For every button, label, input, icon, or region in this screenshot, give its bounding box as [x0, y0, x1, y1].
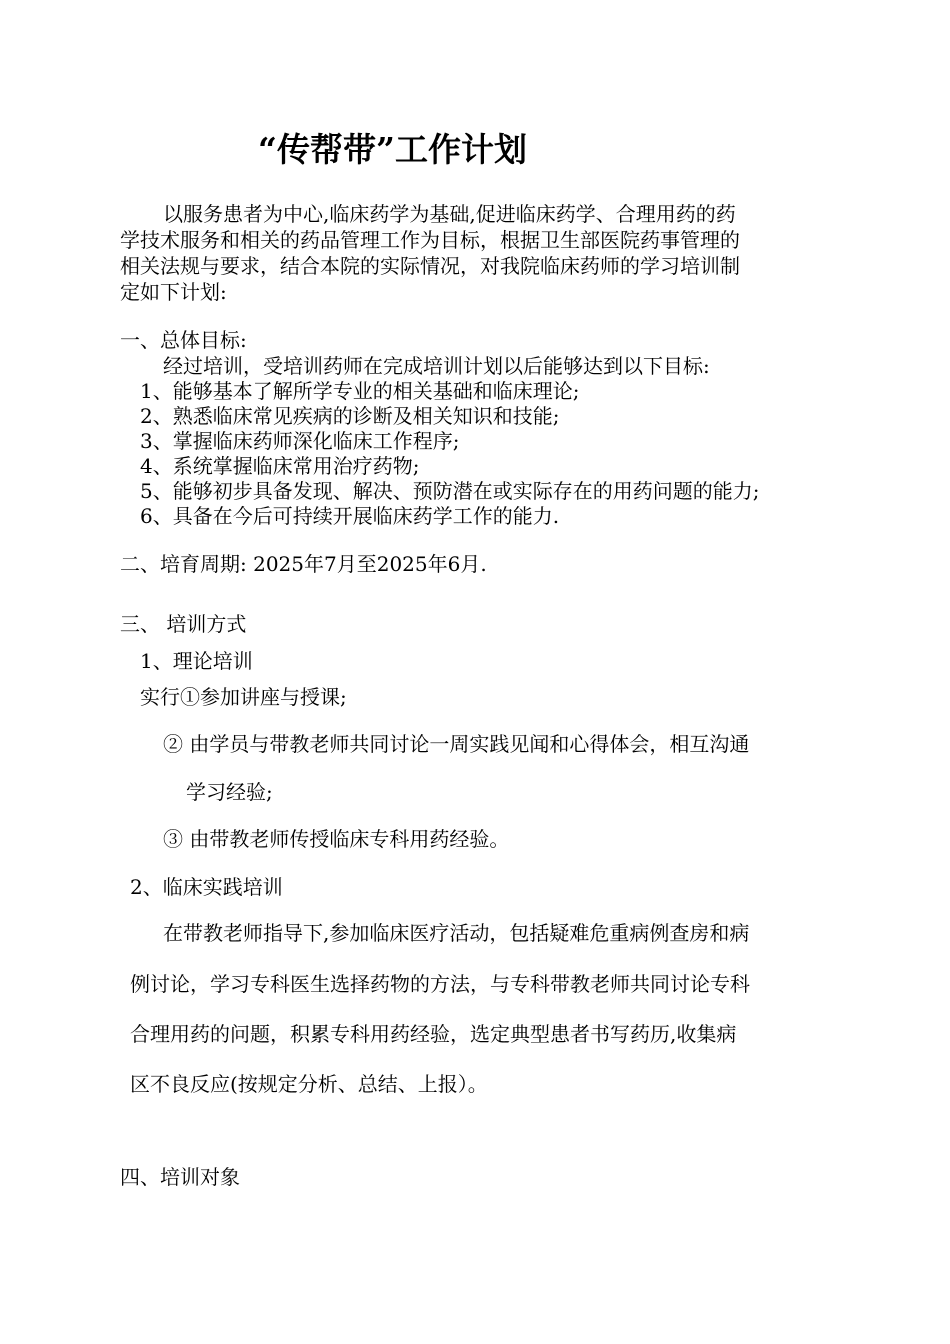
section3-sub2-line-3: 合理用药的问题，积累专科用药经验，选定典型患者书写药历,收集病 — [130, 1022, 737, 1046]
section1-item-6: 6、具备在今后可持续开展临床药学工作的能力. — [140, 504, 560, 528]
intro-line-4: 定如下计划: — [120, 280, 227, 304]
section3-sub1-line-1: 实行①参加讲座与授课; — [140, 685, 347, 709]
section3-sub2-line-4: 区不良反应(按规定分析、总结、上报）。 — [130, 1072, 488, 1096]
section3-sub1-line-4: ③ 由带教老师传授临床专科用药经验。 — [163, 827, 510, 851]
section1-lead: 经过培训，受培训药师在完成培训计划以后能够达到以下目标: — [163, 354, 710, 378]
section3-sub2-line-1: 在带教老师指导下,参加临床医疗活动，包括疑难危重病例查房和病 — [163, 921, 750, 945]
section1-item-1: 1、能够基本了解所学专业的相关基础和临床理论; — [140, 379, 580, 403]
section2-heading: 二、培育周期: 2025年7月至2025年6月. — [120, 552, 487, 576]
section3-heading: 三、 培训方式 — [120, 612, 247, 636]
intro-line-2: 学技术服务和相关的药品管理工作为目标，根据卫生部医院药事管理的 — [120, 228, 740, 252]
section1-item-4: 4、系统掌握临床常用治疗药物; — [140, 454, 420, 478]
section1-heading: 一、总体目标: — [120, 328, 247, 352]
section3-sub1-line-3: 学习经验; — [186, 780, 273, 804]
intro-line-3: 相关法规与要求，结合本院的实际情况，对我院临床药师的学习培训制 — [120, 254, 740, 278]
section1-item-5: 5、能够初步具备发现、解决、预防潜在或实际存在的用药问题的能力; — [140, 479, 760, 503]
intro-line-1: 以服务患者为中心,临床药学为基础,促进临床药学、合理用药的药 — [163, 202, 736, 226]
section3-sub2-line-2: 例讨论，学习专科医生选择药物的方法，与专科带教老师共同讨论专科 — [130, 972, 750, 996]
section1-item-3: 3、掌握临床药师深化临床工作程序; — [140, 429, 460, 453]
section4-heading: 四、培训对象 — [120, 1165, 240, 1189]
section3-sub2-heading: 2、临床实践培训 — [130, 875, 283, 899]
section3-sub1-line-2: ② 由学员与带教老师共同讨论一周实践见闻和心得体会，相互沟通 — [163, 732, 750, 756]
section3-sub1-heading: 1、理论培训 — [140, 649, 253, 673]
page-title: “传帮带”工作计划 — [258, 130, 527, 169]
section1-item-2: 2、熟悉临床常见疾病的诊断及相关知识和技能; — [140, 404, 560, 428]
